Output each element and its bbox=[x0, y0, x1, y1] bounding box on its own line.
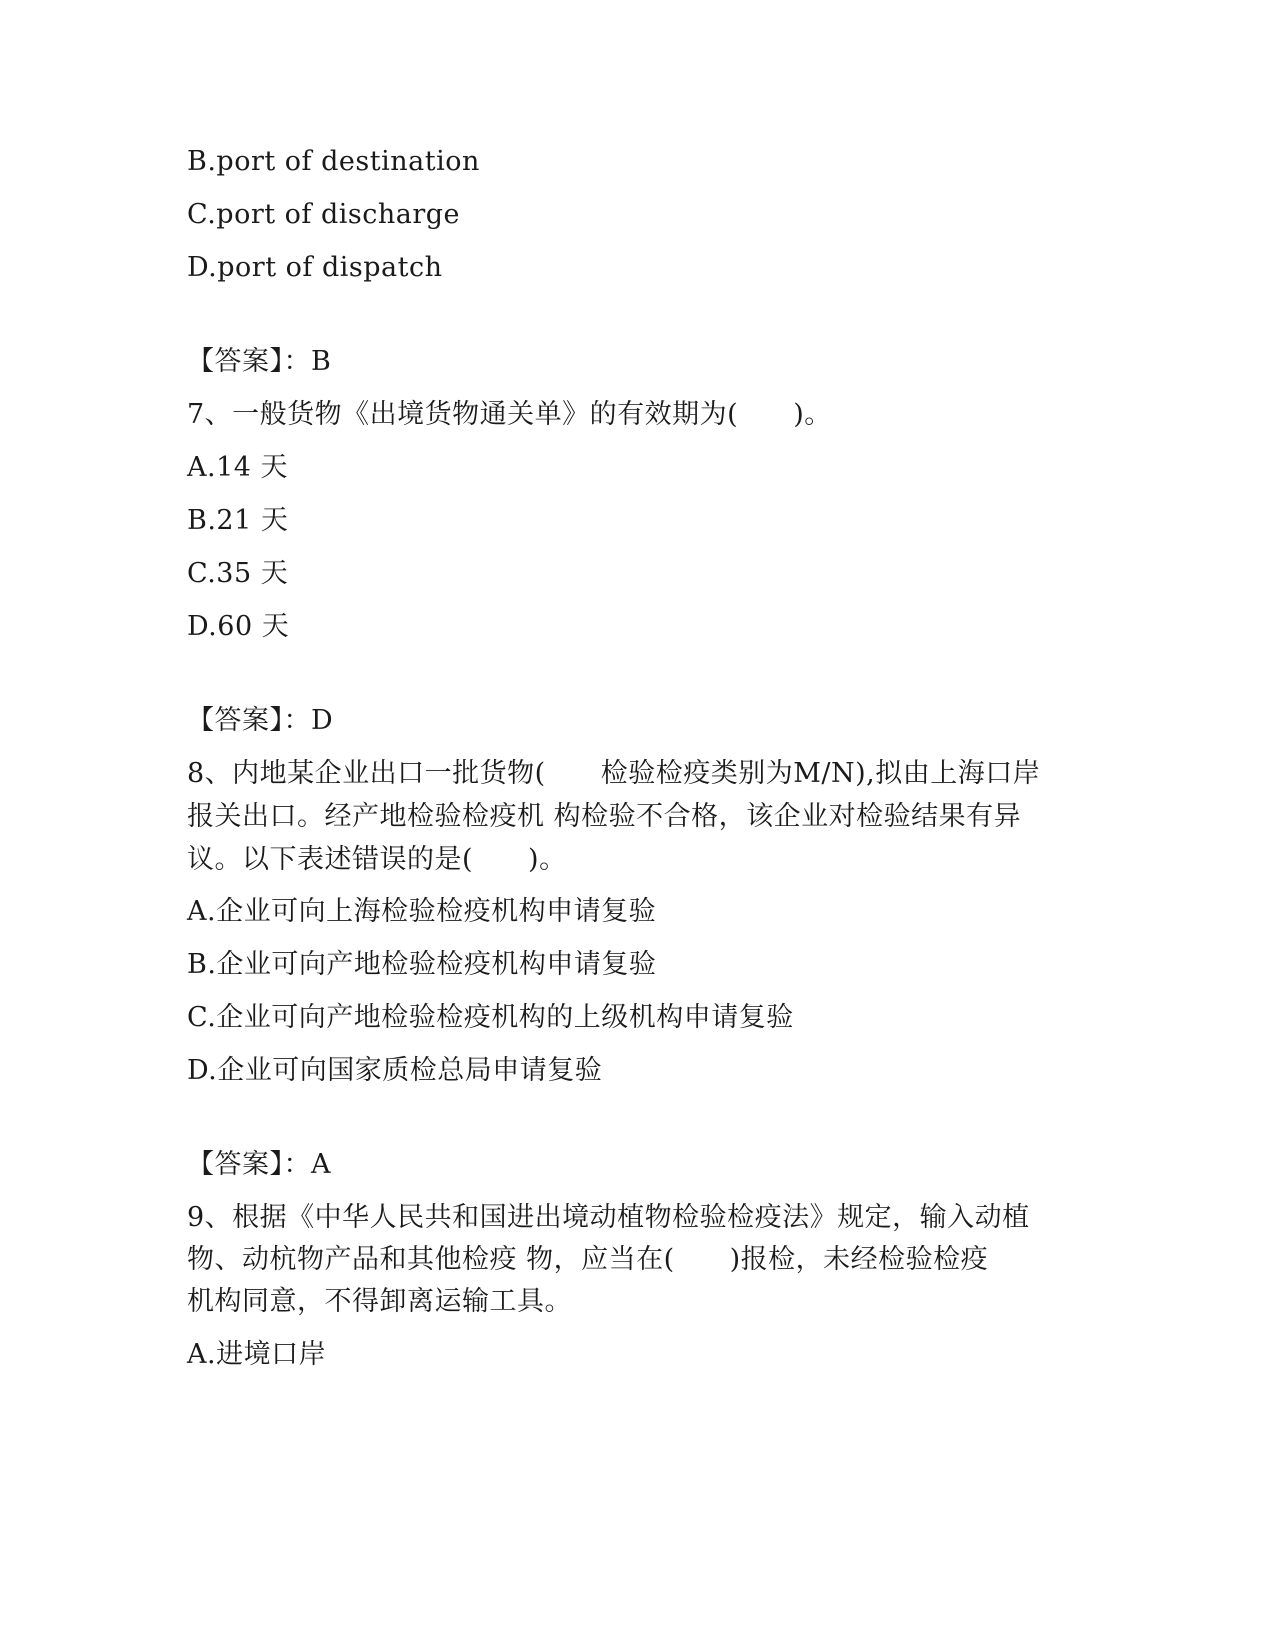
question-9-stem-line-2: 物、动杭物产品和其他检疫 物，应当在( )报检，未经检验检疫 bbox=[187, 1244, 989, 1275]
q8-option-b: B.企业可向产地检验检疫机构申请复验 bbox=[187, 949, 657, 980]
q8-option-d: D.企业可向国家质检总局申请复验 bbox=[187, 1055, 603, 1086]
question-7-stem: 7、一般货物《出境货物通关单》的有效期为( )。 bbox=[187, 399, 832, 430]
q7-option-d: D.60 天 bbox=[187, 611, 290, 642]
answer-prev: 【答案】：B bbox=[187, 346, 332, 377]
q8-option-c: C.企业可向产地检验检疫机构的上级机构申请复验 bbox=[187, 1002, 794, 1033]
question-8-stem-line-3: 议。以下表述错误的是( )。 bbox=[187, 844, 567, 875]
question-8-stem-line-1: 8、内地某企业出口一批货物( 检验检疫类别为M/N),拟由上海口岸 bbox=[187, 758, 1041, 789]
question-9-stem-line-1: 9、根据《中华人民共和国进出境动植物检验检疫法》规定，输入动植 bbox=[187, 1202, 1030, 1233]
q7-option-b: B.21 天 bbox=[187, 505, 289, 536]
q7-option-c: C.35 天 bbox=[187, 558, 289, 589]
q7-option-a: A.14 天 bbox=[187, 452, 289, 483]
q8-answer: 【答案】：A bbox=[187, 1149, 331, 1180]
q9-option-a: A.进境口岸 bbox=[187, 1339, 327, 1370]
q8-option-a: A.企业可向上海检验检疫机构申请复验 bbox=[187, 896, 657, 927]
question-8-stem-line-2: 报关出口。经产地检验检疫机 构检验不合格，该企业对检验结果有异 bbox=[187, 801, 1022, 832]
option-b-prev: B.port of destination bbox=[187, 146, 480, 177]
option-d-prev: D.port of dispatch bbox=[187, 252, 443, 283]
question-9-stem-line-3: 机构同意，不得卸离运输工具。 bbox=[187, 1286, 572, 1317]
option-c-prev: C.port of discharge bbox=[187, 199, 461, 230]
q7-answer: 【答案】：D bbox=[187, 705, 334, 736]
